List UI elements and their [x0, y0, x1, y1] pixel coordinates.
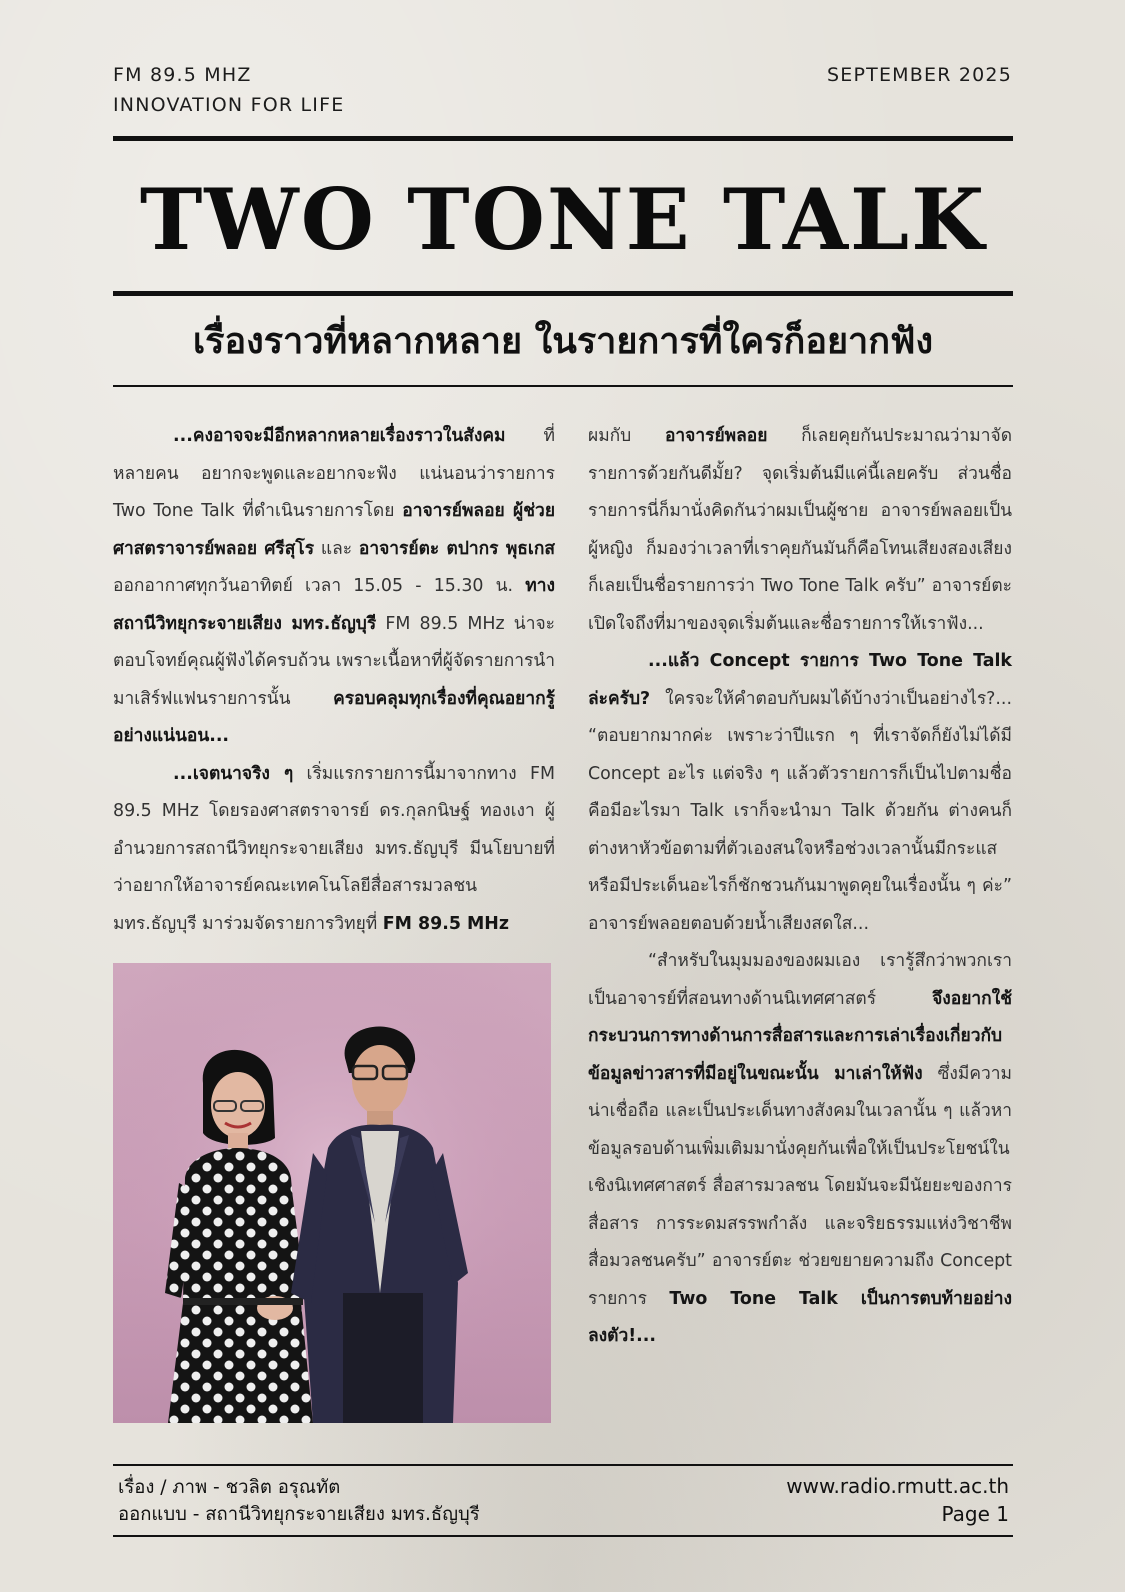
right-paragraph-2: ...แล้ว Concept รายการ Two Tone Talk ล่ะครับ? ใครจะให้คำตอบกับผมได้บ้างว่าเป็นอย่างไร?... “ตอบยากมากค่ะ เพราะว่าปีแรก ๆ ที่เราจัดก็ยังไม่ได้มี Concept อะไร แต่จริง ๆ แล้วตัวรายการก็เป็นไปตามชื่อ คือมีอะไรมา Talk เราก็จะนำมา Talk ด้วยกัน ต่างคนก็ต่างหาหัวข้อตามที่ตัวเองสนใจหรือช่วงเวลานั้นมีกระแสหรือมีประเด็นอะไรก็ชักชวนกันมาพูดคุยในเรื่องนั้น ๆ ค่ะ” อาจารย์พลอยตอบด้วยน้ำเสียงสดใส... — [588, 651, 1012, 934]
footer-info — [786, 1472, 1009, 1528]
page-title: TWO TONE TALK — [139, 170, 987, 269]
station-slogan: INNOVATION FOR LIFE — [113, 94, 345, 116]
station-frequency: FM 89.5 MHZ — [113, 64, 252, 86]
right-paragraph-1: ผมกับ อาจารย์พลอย ก็เลยคุยกันประมาณว่ามาจัดรายการด้วยกันดีมั้ย? จุดเริ่มต้นมีแค่นี้เลยครับ ส่วนชื่อรายการนี่ก็มานั่งคิดกันว่าผมเป็นผู้ชาย อาจารย์พลอยเป็นผู้หญิง ก็มองว่าเวลาที่เราคุยกันมันก็คือโทนเสียงสองเสียง ก็เลยเป็นชื่อรายการว่า Two Tone Talk ครับ” อาจารย์ตะ เปิดใจถึงที่มาของจุดเริ่มต้นและชื่อรายการให้เราฟัง... — [588, 426, 1012, 634]
subtitle-rule — [113, 385, 1013, 387]
right-column — [588, 418, 1012, 1356]
title-rule — [113, 291, 1013, 296]
footer-top-rule — [113, 1464, 1013, 1466]
masthead-left — [113, 60, 344, 120]
website-link[interactable]: www.radio.rmutt.ac.th — [786, 1474, 1009, 1498]
page-number: Page 1 — [941, 1502, 1009, 1526]
left-column — [113, 418, 555, 943]
left-paragraph-1: ...คงอาจจะมีอีกหลากหลายเรื่องราวในสังคม ที่หลายคน อยากจะพูดและอยากจะฟัง แน่นอนว่ารายการ Two Tone Talk ที่ดำเนินรายการโดย อาจารย์พลอย ผู้ช่วยศาสตราจารย์พลอย ศรีสุโร และ อาจารย์ตะ ตปากร พุธเกส ออกอากาศทุกวันอาทิตย์ เวลา 15.05 - 15.30 น. ทางสถานีวิทยุกระจายเสียง มทร.ธัญบุรี FM 89.5 MHz น่าจะตอบโจทย์คุณผู้ฟังได้ครบถ้วน เพราะเนื้อหาที่ผู้จัดรายการนำมาเสิร์ฟแฟนรายการนั้น ครอบคลุมทุกเรื่องที่คุณอยากรู้อย่างแน่นอน... — [113, 426, 556, 746]
footer-credits — [118, 1474, 480, 1528]
design-credit: ออกแบบ - สถานีวิทยุกระจายเสียง มทร.ธัญบุรี — [118, 1504, 480, 1525]
page-subtitle: เรื่องราวที่หลากหลาย ในรายการที่ใครก็อยากฟัง — [192, 321, 934, 362]
right-paragraph-3: “สำหรับในมุมมองของผมเอง เรารู้สึกว่าพวกเราเป็นอาจารย์ที่สอนทางด้านนิเทศศาสตร์ จึงอยากใช้กระบวนการทางด้านการสื่อสารและการเล่าเรื่องเกี่ยวกับข้อมูลข่าวสารที่มีอยู่ในขณะนั้น มาเล่าให้ฟัง ซึ่งมีความน่าเชื่อถือ และเป็นประเด็นทางสังคมในเวลานั้น ๆ แล้วหาข้อมูลรอบด้านเพิ่มเติมมานั่งคุยกันเพื่อให้เป็นประโยชน์ในเชิงนิเทศศาสตร์ สื่อสารมวลชน โดยมันจะมีนัยยะของการสื่อสาร การระดมสรรพกำลัง และจริยธรรมแห่งวิชาชีพสื่อมวลชนครับ” อาจารย์ตะ ช่วยขยายความถึง Concept รายการ Two Tone Talk เป็นการตบท้ายอย่างลงตัว!... — [588, 951, 1012, 1346]
story-photo-credit: เรื่อง / ภาพ - ชวลิต อรุณทัต — [118, 1477, 341, 1498]
hosts-photo — [113, 963, 551, 1423]
top-rule — [113, 136, 1013, 141]
footer-bottom-rule — [113, 1535, 1013, 1537]
issue-date: SEPTEMBER 2025 — [827, 64, 1012, 86]
left-paragraph-2: ...เจตนาจริง ๆ เริ่มแรกรายการนี้มาจากทาง FM 89.5 MHz โดยรองศาสตราจารย์ ดร.กุลกนิษฐ์ ทองเงา ผู้อำนวยการสถานีวิทยุกระจายเสียง มทร.ธัญบุรี มีนโยบายที่ว่าอยากให้อาจารย์คณะเทคโนโลยีสื่อสารมวลชน มทร.ธัญบุรี มาร่วมจัดรายการวิทยุที่ FM 89.5 MHz — [113, 763, 555, 934]
